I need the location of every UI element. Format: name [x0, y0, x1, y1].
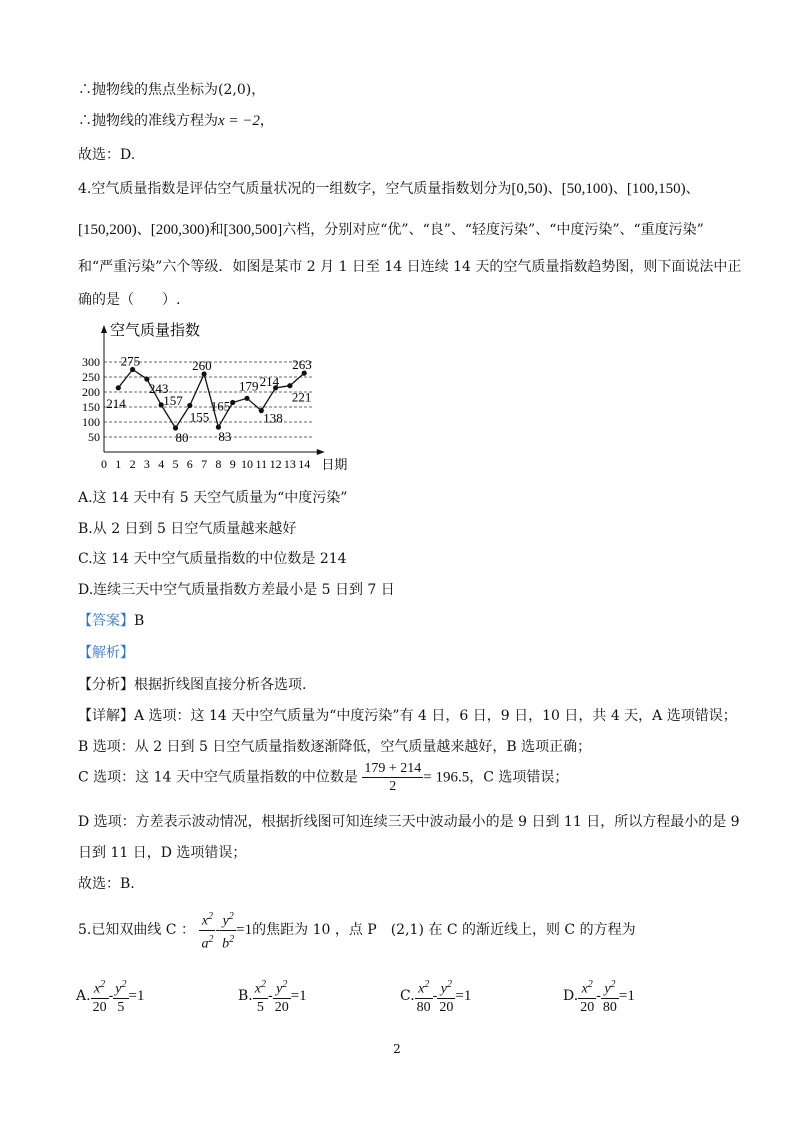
data-point [116, 385, 121, 390]
page-number: 2 [393, 1042, 401, 1056]
exp: 2 [229, 933, 235, 945]
range-5: [200,300) [150, 222, 210, 238]
x-tick-label: 7 [201, 457, 208, 471]
denominator: 20 [274, 999, 289, 1015]
q5-text: 的焦距为 10 ，点 P (2,1) 在 C 的渐近线上，则 C 的方程为 [252, 922, 636, 939]
q4-line3: 和“严重污染”六个等级．如图是某市 2 月 1 日至 14 日连续 14 天的空气质量指数趋势图，则下面说法中正 [78, 259, 742, 275]
fraction-denominator: 2 [389, 779, 397, 794]
option-c: C.这 14 天中空气质量指数的中位数是 214 [78, 551, 347, 567]
var-y: y [440, 981, 448, 997]
aqi-line-chart [74, 318, 354, 478]
q5-option-a [76, 976, 144, 1016]
exp: 2 [100, 979, 106, 990]
data-label: 83 [218, 429, 232, 445]
opt-label: C. [400, 987, 415, 1004]
var-x: x [418, 981, 425, 997]
detail-a-text: A 选项：这 14 天中空气质量为“中度污染”有 4 日，6 日，9 日，10 日，共 4 天，A 选项错误； [134, 708, 737, 724]
detail-a [78, 706, 737, 726]
q5-line [78, 908, 636, 952]
sep: 、 [547, 181, 562, 197]
exp: 2 [228, 911, 234, 922]
x-tick-label: 1 [115, 457, 122, 471]
x-tick-label: 6 [186, 457, 193, 471]
choose-b: 故选：B. [78, 876, 135, 892]
denominator: 80 [416, 999, 431, 1015]
data-point [287, 383, 292, 388]
detail-d1: D 选项：方差表示波动情况，根据折线图可知连续三天中波动最小的是 9 日到 11 日，所以方程最小的是 9 [78, 814, 740, 830]
directrix-text: ∴抛物线的准线方程为 [78, 113, 218, 129]
q4-line2 [78, 220, 704, 240]
minus: - [215, 922, 221, 939]
answer-value: B [134, 613, 145, 629]
equals-one: =1 [290, 987, 307, 1004]
x-tick-label: 12 [269, 457, 282, 471]
option-a: A.这 14 天中有 5 天空气质量为“中度污染” [78, 490, 348, 506]
data-label: 260 [192, 358, 212, 373]
data-point [230, 400, 235, 405]
exp: 2 [610, 979, 616, 990]
data-point [187, 403, 192, 408]
data-label: 165 [210, 398, 231, 414]
equals-one: =1 [618, 987, 635, 1004]
denominator: 20 [580, 999, 595, 1015]
minus: - [432, 987, 438, 1004]
q4-line1 [78, 179, 700, 199]
data-label: 138 [263, 410, 283, 426]
data-label: 157 [163, 392, 183, 408]
detail-c-post: ，C 选项错误； [469, 769, 569, 786]
detail-tag: 【详解】 [78, 708, 134, 724]
detail-b: B 选项：从 2 日到 5 日空气质量指数逐渐降低，空气质量越来越好，B 选项正确； [78, 739, 592, 755]
x-tick-label: 9 [229, 457, 236, 471]
q5-option-b [238, 976, 307, 1016]
x-tick-label: 11 [255, 457, 268, 471]
data-point [244, 396, 249, 401]
q5-option-c [400, 976, 471, 1016]
var-y: y [115, 981, 122, 997]
range-1: [0,50) [511, 181, 548, 197]
var-y: y [276, 981, 283, 997]
denominator: 5 [256, 999, 264, 1015]
q5-option-d [563, 976, 635, 1016]
y-tick-label: 250 [82, 370, 100, 384]
answer-line [78, 611, 144, 631]
range-3: [100,150) [626, 181, 686, 197]
fenxi-text: 根据折线图直接分析各选项. [134, 677, 307, 693]
x-tick-label: 5 [172, 457, 179, 471]
jiexi-tag: 【解析】 [78, 645, 134, 661]
x-tick-label: 14 [298, 457, 311, 471]
x-axis-title: 日期 [321, 458, 348, 473]
y-tick-label: 50 [88, 430, 100, 444]
y-axis-title: 空气质量指数 [110, 321, 201, 339]
var-a: a [201, 936, 209, 952]
denominator: 20 [92, 999, 107, 1015]
exp: 2 [424, 979, 430, 990]
denominator: 80 [602, 999, 617, 1015]
directrix-line [78, 111, 274, 131]
data-label: 221 [291, 389, 312, 405]
exp: 2 [587, 979, 593, 990]
median-fraction [362, 760, 423, 795]
data-label: 275 [120, 353, 141, 369]
var-x: x [581, 981, 588, 997]
range-4: [150,200) [78, 222, 137, 238]
sep: 、 [136, 222, 151, 238]
y-axis-arrow [101, 325, 107, 333]
and-text: 和 [209, 222, 224, 238]
minus: - [267, 987, 273, 1004]
sep: 、 [685, 181, 700, 197]
sep: 、 [612, 181, 627, 197]
detail-c-text: C 选项：这 14 天中空气质量指数的中位数是 [78, 769, 358, 786]
x-tick-label: 13 [283, 457, 296, 471]
x-tick-label: 4 [158, 457, 165, 471]
x-tick-label: 8 [215, 457, 222, 471]
option-b: B.从 2 日到 5 日空气质量越来越好 [78, 521, 297, 537]
x-tick-label: 2 [129, 457, 136, 471]
denominator: 20 [439, 999, 454, 1015]
q5-frac-y [220, 908, 236, 952]
minus: - [596, 987, 601, 1004]
y-tick-label: 100 [82, 415, 100, 429]
minus: - [108, 987, 114, 1004]
x-axis-arrow [317, 449, 325, 455]
var-y: y [604, 981, 611, 997]
denominator: 5 [117, 999, 125, 1015]
q4-levels: 六档，分别对应“优”、“良”、“轻度污染”、“中度污染”、“重度污染” [282, 222, 704, 238]
directrix-equation: x = −2 [218, 113, 260, 129]
fenxi-line [78, 675, 306, 695]
fenxi-tag: 【分析】 [78, 677, 134, 693]
detail-d2: 日到 11 日，D 选项错误； [78, 845, 247, 861]
opt-label: B. [238, 987, 253, 1004]
q4-intro: 4.空气质量指数是评估空气质量状况的一组数字，空气质量指数划分为 [78, 181, 512, 197]
equals-one: =1 [236, 922, 253, 939]
detail-c [78, 760, 568, 795]
data-label: 80 [175, 430, 189, 445]
x-tick-label: 0 [101, 457, 107, 471]
exp: 2 [282, 979, 288, 990]
analysis-tag [78, 643, 134, 663]
fraction-numerator: 179 + 214 [364, 761, 422, 776]
x-tick-label: 3 [143, 457, 150, 471]
exp: 2 [208, 933, 214, 945]
var-y: y [222, 913, 229, 929]
equals-one: =1 [455, 987, 472, 1004]
var-x: x [201, 913, 209, 929]
opt-label: D. [563, 987, 579, 1004]
directrix-post: ， [259, 113, 274, 129]
option-d: D.连续三天中空气质量指数方差最小是 5 日到 7 日 [78, 582, 395, 598]
var-x: x [93, 981, 101, 997]
data-label: 243 [148, 381, 169, 397]
range-6: [300,500] [223, 222, 283, 238]
y-tick-label: 150 [82, 400, 100, 414]
exp: 2 [208, 911, 214, 922]
choose-d: 故选：D. [78, 147, 136, 163]
median-result: = 196.5 [423, 769, 470, 786]
var-x: x [254, 981, 261, 997]
answer-tag: 【答案】 [78, 613, 134, 629]
exp: 2 [121, 979, 127, 990]
y-tick-label: 300 [82, 355, 100, 369]
var-b: b [222, 936, 230, 952]
data-label: 214 [259, 373, 280, 389]
data-label: 179 [239, 378, 259, 394]
data-label: 155 [189, 409, 210, 425]
exp: 2 [447, 979, 453, 990]
x-tick-label: 10 [241, 457, 253, 471]
q4-line4: 确的是（ ）. [78, 292, 181, 308]
data-label: 263 [292, 357, 312, 373]
focus-line: ∴抛物线的焦点坐标为(2,0)， [78, 82, 266, 98]
exp: 2 [260, 979, 266, 990]
equals-one: =1 [128, 987, 145, 1004]
q5-intro: 5.已知双曲线 C ： [78, 922, 195, 939]
data-label: 214 [106, 395, 126, 411]
opt-label: A. [76, 987, 91, 1004]
range-2: [50,100) [561, 181, 613, 197]
q5-frac-x [199, 908, 215, 952]
y-tick-label: 200 [82, 385, 100, 399]
